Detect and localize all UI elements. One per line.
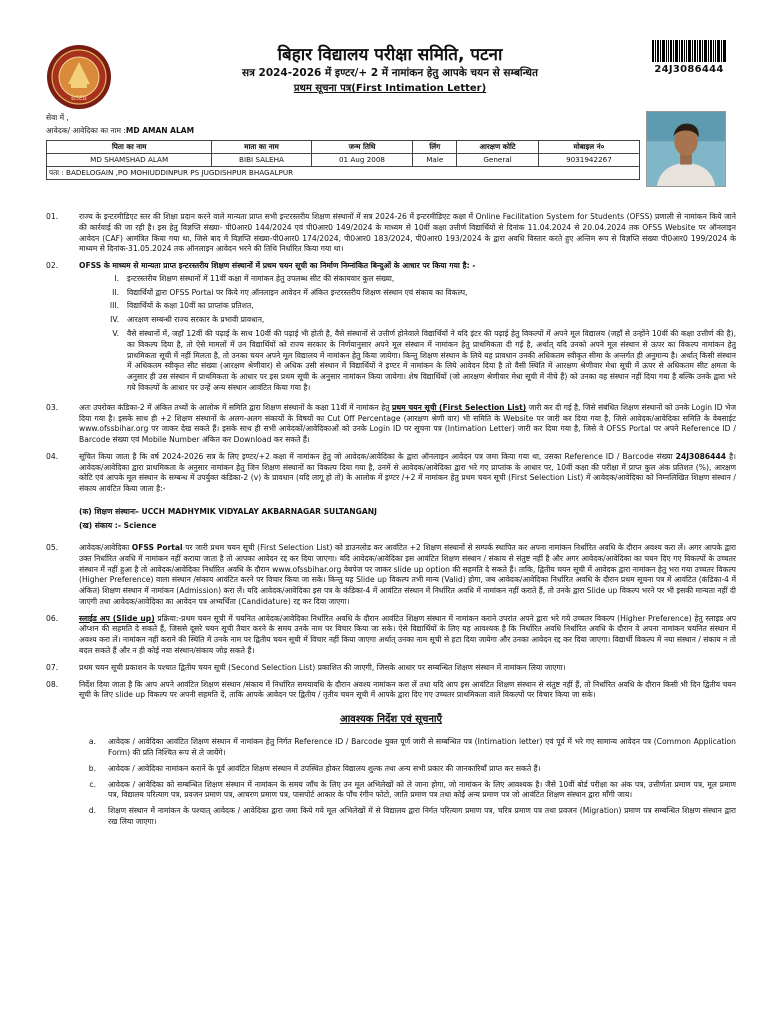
list-item bbox=[79, 301, 736, 312]
para-text-part: जारी कर दी गई है, जिसे संबंधित शिक्षण संस्थानों को उनके Login ID भेज दिया गया है। इसके साथ ही +2 शिक्षण संस्थानों के अलग-अलग संकायों के विषयों का Cut Off Percentage (आरक्षण श्रेणी वार) भी समिति के Website पर जारी कर दिया गया है, जिसे आवेदक/आवेदिका समिति के वेबसाईट www.ofssbihar.org पर जाकर देख सकते हैं। इसके साथ ही सभी आवेदकों/आवेदिकाओं को उनके Login ID पर सूचना पत्र (Intimation Letter) जारी कर दिया गया है, जिसे वे OFSS Portal पर अपने Reference ID / Barcode संख्या एवं Mobile Number अंकित कर Download कर सकते हैं। bbox=[79, 402, 736, 445]
para-text bbox=[79, 543, 736, 608]
list-item bbox=[46, 764, 736, 775]
instructions-title: आवश्यक निर्देश एवं सूचनाएँ bbox=[339, 714, 443, 726]
allotted-faculty bbox=[79, 519, 736, 533]
candidate-photo bbox=[646, 111, 726, 187]
faculty-label: (ख) संकाय :- bbox=[79, 520, 124, 530]
allotted-institution bbox=[79, 505, 736, 519]
candidate-name-label: आवेदक/ आवेदिका का नाम : bbox=[46, 126, 126, 135]
paragraph-03 bbox=[46, 403, 736, 446]
faculty-name: Science bbox=[123, 520, 157, 530]
list-item bbox=[46, 806, 736, 828]
para-text: प्रथम चयन सूची प्रकाशन के पश्चात द्वितीय चयन सूची (Second Selection List) प्रकाशित की जाएगी, जिसके आधार पर सम्बन्धित शिक्षण संस्थान में नामांकन लिया जाएगा। bbox=[79, 662, 566, 672]
list-item bbox=[79, 329, 736, 394]
paragraph-02 bbox=[46, 261, 736, 397]
barcode-image bbox=[652, 40, 726, 62]
para-text-part: अतः उपरोक्त कंडिका-2 में अंकित तथ्यों के आलोक में समिति द्वारा शिक्षण संस्थानों के कक्षा 11वीं में नामांकन हेतु bbox=[79, 402, 392, 412]
item-letter: a. bbox=[88, 737, 96, 747]
paragraph-05 bbox=[46, 543, 736, 608]
para-number: 04. bbox=[46, 451, 59, 461]
reference-id-inline: 24J3086444 bbox=[675, 451, 727, 461]
item-text: आरक्षण सम्बन्धी राज्य सरकार के प्रभावी प्रावधान, bbox=[127, 315, 265, 325]
candidate-name: MD AMAN ALAM bbox=[125, 126, 195, 135]
header-category: आरक्षण कोटि bbox=[457, 141, 539, 154]
session-subtitle: सत्र 2024-2026 में इण्टर/+ 2 में नामांकन हेतु आपके चयन से सम्बन्धित bbox=[241, 67, 539, 79]
item-letter: b. bbox=[88, 763, 96, 773]
para-text bbox=[79, 452, 736, 533]
para-text bbox=[79, 403, 736, 446]
item-text: आवेदक / आवेदिका आवंटित शिक्षण संस्थान में नामांकन हेतु निर्गत Reference ID / Barcode युक्त पूर्ण जारी से सम्बन्धित पत्र (Intimation letter) एवं पूर्व में भरे गए सामान्य आवेदन पत्र (Common Application Form) की प्रति निश्चित रूप से ले जायेंगे। bbox=[108, 737, 736, 758]
item-number: I. bbox=[114, 273, 119, 283]
para-text bbox=[79, 261, 736, 397]
mobile-number: 9031942267 bbox=[538, 154, 639, 167]
candidate-name-line bbox=[46, 126, 194, 137]
address: पता : BADELOGAIN ,PO MOHIUDDINPUR PS JUGDISHPUR BHAGALPUR bbox=[47, 167, 640, 180]
paragraph-08 bbox=[46, 680, 736, 702]
para-text-part: आवेदक/आवेदिका bbox=[79, 542, 132, 552]
para-text-part: प्रक्रिया:-प्रथम चयन सूची में चयनित आवेदक/आवेदिका निर्धारित अवधि के दौरान आवंटित शिक्षण संस्थान में नामांकन कराने उपरांत अपने द्वारा भरे गये उच्चतर विकल्प (Higher Preference) हेतु स्लाइड अप ऑप्शन की सहमति दे सकते हैं, जिससे दूसरे चयन सूची तैयार करने के समय उनके नाम पर विचार किया जा सके। ऐसे विद्यार्थियों के लिए यह आवश्यक है कि निर्धारित अवधि निर्धारित अवधि के दौरान वे अपना नामांकन चयनित संस्थान में अवश्य करा लें। नामांकन नहीं कराने की स्थिति में उनके नाम पर द्वितीय चयन सूची में विचार नहीं किया जाएगा अर्थात् उनका नाम सूची से हटा दिया जायेगा और उनका आवेदन रद्द कर दिया जाएगा। विद्यार्थी विकल्प में नया संस्थान / संकाय न तो बदल सकते हैं और न ही कोई नया संस्थान/संकाय जोड़ सकते हैं। bbox=[79, 613, 737, 655]
slide-up-heading: स्लाईड अप (Slide up) bbox=[79, 613, 155, 623]
institution-name: UCCH MADHYMIK VIDYALAY AKBARNAGAR SULTANGANJ bbox=[141, 506, 377, 516]
item-text: विद्यार्थियों के कक्षा 10वीं का प्राप्तांक प्रतिशत, bbox=[127, 301, 254, 311]
para-number: 02. bbox=[46, 261, 59, 271]
header-dob: जन्म तिथि bbox=[311, 141, 413, 154]
para-number: 03. bbox=[46, 402, 59, 412]
para-lead: OFSS के माध्यम से मान्यता प्राप्त इन्टरस्तरीय शिक्षण संस्थानों में प्रथम चयन सूची का निर्माण निम्नांकित बिन्दुओं के आधार पर किया गया है: - bbox=[79, 261, 476, 271]
para-number: 01. bbox=[46, 212, 59, 221]
mother-name: BIBI SALEHA bbox=[212, 154, 311, 167]
ofss-portal-label: OFSS Portal bbox=[131, 542, 183, 552]
item-number: V. bbox=[112, 329, 119, 339]
item-letter: c. bbox=[89, 779, 96, 789]
item-text: आवेदक / आवेदिका को सम्बन्धित शिक्षण संस्थान में नामांकन के समय जाँच के लिए उन मूल अभिलेखों को ले जाना होगा, जो नामांकन के लिए आवश्यक है। जैसे 10वीं बोर्ड परीक्षा का अंक पत्र, उत्तीर्णता प्रमाण पत्र, मूल प्रमाण पत्र, विद्यालय परित्याग पत्र, प्रवजन प्रमाण पत्र, आचरण प्रमाण पत्र, पासपोर्ट आकार के पाँच रंगीन फोटो, जाति प्रमाण पत्र तथा कोई अन्य प्रमाण पत्र जो आवंटित शिक्षण संस्थान द्वारा माँगी जाय। bbox=[108, 779, 736, 800]
list-item bbox=[46, 780, 736, 802]
table-row bbox=[47, 154, 640, 167]
gender: Male bbox=[413, 154, 457, 167]
para-number: 05. bbox=[46, 542, 59, 552]
para-text: राज्य के इन्टरमीडिएट स्तर की शिक्षा प्रदान करने वाले मान्यता प्राप्त सभी इन्टरस्तरीय शिक्षण संस्थानों में सत्र 2024-26 में इन्टरमीडिएट कक्षा में Online Facilitation System for Students (OFSS) प्रणाली से नामांकन किये जाने की कार्रवाई की जा रही है। इस हेतु विज्ञप्ति संख्या- पी0आर0 144/2024 एवं पी0आर0 149/2024 के माध्यम से 10वीं कक्षा उत्तीर्ण विद्यार्थियों से दिनांक 11.04.2024 से 20.04.2024 तक OFSS Website पर ऑनलाइन आवेदन (CAF) आमंत्रित किया गया था, जिसे बाद में विज्ञप्ति संख्या-पी0आर0 174/2024, पी0आर0 183/2024, पी0आर0 193/2024 के द्वारा अवधि विस्तार करते हुए अन्तिम रूप से विज्ञप्ति संख्या पी0आर0 199/2024 के माध्यम से दिनांक-31.05.2024 तक ऑनलाइन आवेदन भरने की तिथि निर्धारित किया गया था। bbox=[79, 212, 736, 254]
item-text: शिक्षण संस्थान में नामांकन के पश्चात् आवेदक / आवेदिका द्वारा जमा किये गये मूल अभिलेखों में से विद्यालय द्वारा निर्गत परित्याग प्रमाण पत्र, चरित्र प्रमाण पत्र तथा प्रवजन (Migration) प्रमाण पत्र सम्बन्धित शिक्षण संस्थान द्वारा रख लिया जाएगा। bbox=[108, 806, 736, 826]
institution-label: (क) शिक्षण संस्थानः- bbox=[79, 506, 142, 516]
item-text: विद्यार्थियों द्वारा OFSS Portal पर किये गए ऑनलाइन आवेदन में अंकित इन्टरस्तरीय शिक्षण संस्थान एवं संकाय का विकल्प, bbox=[127, 287, 468, 297]
father-name: MD SHAMSHAD ALAM bbox=[47, 154, 212, 167]
para-number: 08. bbox=[46, 679, 59, 689]
item-number: III. bbox=[109, 301, 119, 311]
paragraph-07 bbox=[46, 663, 736, 674]
list-item bbox=[46, 737, 736, 759]
svg-text:BSEB: BSEB bbox=[71, 95, 87, 102]
first-selection-list-label: प्रथम चयन सूची (First Selection List) bbox=[391, 402, 527, 412]
header-father: पिता का नाम bbox=[47, 141, 212, 154]
letter-title: प्रथम सूचना पत्र(First Intimation Letter) bbox=[293, 83, 487, 94]
list-item bbox=[79, 274, 736, 285]
item-letter: d. bbox=[88, 806, 96, 816]
para-text: निर्देश दिया जाता है कि आप अपने आवंटित शिक्षण संस्थान /संकाय में निर्धारित समयावधि के दौरान अवश्य नामांकन करा लें तथा यदि आप इस आवंटित शिक्षण संस्थान से संतुष्ट नहीं हैं, तो निर्धारित अवधि के दौरान किसी भी दिन द्वितीय चयन सूची के लिए slide up विकल्प पर अपनी सहमति दें, ताकि आपके आवेदन पर द्वितीय / तृतीय चयन सूची में आपके द्वारा दिए गए उच्चतर प्राथमिकता वाले विकल्पों पर विचार किया जा सके। bbox=[79, 679, 737, 700]
list-item bbox=[79, 315, 736, 326]
letter-body bbox=[46, 212, 736, 833]
paragraph-01 bbox=[46, 212, 736, 255]
salutation: सेवा में , bbox=[46, 113, 69, 122]
table-header-row bbox=[47, 141, 640, 154]
item-number: IV. bbox=[110, 315, 119, 325]
header-mother: माता का नाम bbox=[212, 141, 311, 154]
item-text: आवेदक / आवेदिका नामांकन कराने के पूर्व आवंटित शिक्षण संस्थान में उपस्थित होकर विद्यालय शुल्क तथा अन्य सभी प्रकार की जानकारियाँ प्राप्त कर सकते हैं। bbox=[108, 763, 541, 773]
para-text bbox=[79, 614, 736, 657]
address-row bbox=[47, 167, 640, 180]
para-text-part: है। आवेदक/आवेदिका द्वारा प्राथमिकता के अनुसार नामांकन हेतु जिन शिक्षण संस्थानों का विकल्प दिया गया है, उनमें से आवेदक/आवेदिका द्वारा भरे गए प्राप्तांक के आधार पर, 10वीं कक्षा की परीक्षा में प्राप्त कुल अंक प्रतिशत (%), आरक्षण कोटि एवं आपके मूल संस्थान के सम्बन्ध में उपर्युक्त कंडिका-2 (v) के प्रावधान (यदि लागू हो तो) के आलोक में इण्टर /+2 में नामांकन हेतु प्रथम चयन सूची (First Selection List) में आवेदक/आवेदिका को निम्नलिखित शिक्षण संस्थान / संकाय आवंटित किया जाता है:- bbox=[79, 451, 736, 494]
header-gender: लिंग bbox=[413, 141, 457, 154]
letter-header bbox=[150, 44, 630, 96]
paragraph-06 bbox=[46, 614, 736, 657]
paragraph-04 bbox=[46, 452, 736, 533]
reference-id: 24J3086444 bbox=[654, 64, 724, 75]
para-text-part: पर जारी प्रथम चयन सूची (First Selection List) को डाउनलोड कर आवंटित +2 शिक्षण संस्थानों से सम्पर्क स्थापित कर अपना नामांकन निर्धारित अवधि के दौरान अवश्य करा लें। अगर आपके द्वारा उक्त निर्धारित अवधि में नामांकन नहीं कराया जाता है तो आपका आवेदन रद्द कर दिया जाएगा। यदि आवेदक/आवेदिका इस आवंटित शिक्षण संस्थान / संकाय से संतुष्ट नहीं है और अगर आवेदक/आवेदिका का चयन दिए गए विकल्पों के उच्चतर संस्थान में नहीं हुआ है तो आवेदक/आवेदिका निर्धारित अवधि के दौरान www.ofssbihar.org वेबपेज पर जाकर slide up option की सहमति दे सकते हैं। ताकि, द्वितीय चयन सूची में आवेदक द्वारा नामांकन हेतु भरा गया उच्चतर विकल्प (Higher Preference) वाला संस्थान /संकाय आवंटित करने पर विचार किया जा सके। किन्तु यह Slide up विकल्प तभी मान्य (Valid) होगा, जब आवेदक/आवेदिका निर्धारित अवधि के दौरान प्रथम सूचना पत्र में आवंटित (कंडिका-4 में अंकित) शिक्षण संस्थान में नामांकन (Admission) करा लें। यदि आवेदक/आवेदिका इस पत्र के कंडिका-4 में आवंटित संस्थान में निर्धारित अवधि में नामांकन नहीं कराते हैं, तो उनके द्वारा Slide up विकल्प भरने पर भी इसकी मान्यता नहीं दी जाएगी तथा आवेदक/आवेदिका का आवेदन पत्र अभ्यर्थिता (Candidature) रद्द कर दिया जाएगा। bbox=[79, 542, 736, 606]
para-number: 07. bbox=[46, 662, 59, 672]
board-title: बिहार विद्यालय परीक्षा समिति, पटना bbox=[277, 45, 503, 65]
para-text-part: सूचित किया जाता है कि वर्ष 2024-2026 सत्र के लिए इण्टर/+2 कक्षा में नामांकन हेतु जो आवेदक/आवेदिका के द्वारा ऑनलाइन आवेदन पत्र जमा किया गया था, उसका Reference ID / Barcode संख्या bbox=[79, 451, 676, 461]
list-item bbox=[79, 288, 736, 299]
para-number: 06. bbox=[46, 613, 59, 623]
reservation-category: General bbox=[457, 154, 539, 167]
item-text: इन्टरस्तरीय शिक्षण संस्थानों में 11वीं कक्षा में नामांकन हेतु उपलब्ध सीट की संकायवार कुल संख्या, bbox=[127, 273, 395, 283]
candidate-details-table bbox=[46, 140, 640, 180]
item-text: वैसे संस्थानों में, जहाँ 12वीं की पढ़ाई के साथ 10वीं की पढ़ाई भी होती है, वैसे संस्थानों से उत्तीर्ण होनेवाले विद्यार्थियों ने यदि इंटर की पढ़ाई हेतु विकल्पों में अपने मूल विद्यालय (जहाँ से उन्होंने 10वीं की कक्षा उत्तीर्ण की है), का विकल्प दिया है, तो ऐसे मामलों में उन विद्यार्थियों को राज्य सरकार के निर्णयानुसार अपने मूल संस्थान में नामांकन हेतु प्राथमिकता दी गई है, अर्थात् यदि उनको अपने मूल संस्थान से ऊपर का विकल्प नामांकन हेतु प्राथमिकता सूची में नहीं मिलता है, तो उनका चयन अपने मूल विद्यालय में नामांकन हेतु किया जायेगा। किन्तु शिक्षण संस्थान के लिये यह प्रावधान उनकी अधिकतम स्वीकृत सीमा के अन्तर्गत ही अनुमान्य है। अर्थात् किसी संस्थान में अधिकतम स्वीकृत सीट संख्या (आरक्षण श्रेणीवार) से अधिक उसी संस्थान में विद्यार्थियों ने इण्टर में नामांकन के लिये आवेदन दिया है तो वैसी स्थिति में आरक्षण श्रेणीवार मेधा सूची में ऊपर से अधिकतम सीट क्षमता के अनुसार ही उस संस्थान में प्राथमिकता के आधार पर इस प्रथम सूची के अनुसार नामांकन किया जायेगा। शेष विद्यार्थियों (जो आरक्षण श्रेणीवार मेधा सूची में नीचे हैं) को उनका वह संस्थान नहीं दिया गया है बल्कि उनके द्वारा भरे गये विकल्पों के आधार पर उन्हें अन्य संस्थान आवंटित किया गया है। bbox=[127, 329, 736, 392]
date-of-birth: 01 Aug 2008 bbox=[311, 154, 413, 167]
header-mobile: मोबाइल नं० bbox=[538, 141, 639, 154]
item-number: II. bbox=[112, 287, 119, 297]
bseb-logo bbox=[46, 44, 112, 110]
